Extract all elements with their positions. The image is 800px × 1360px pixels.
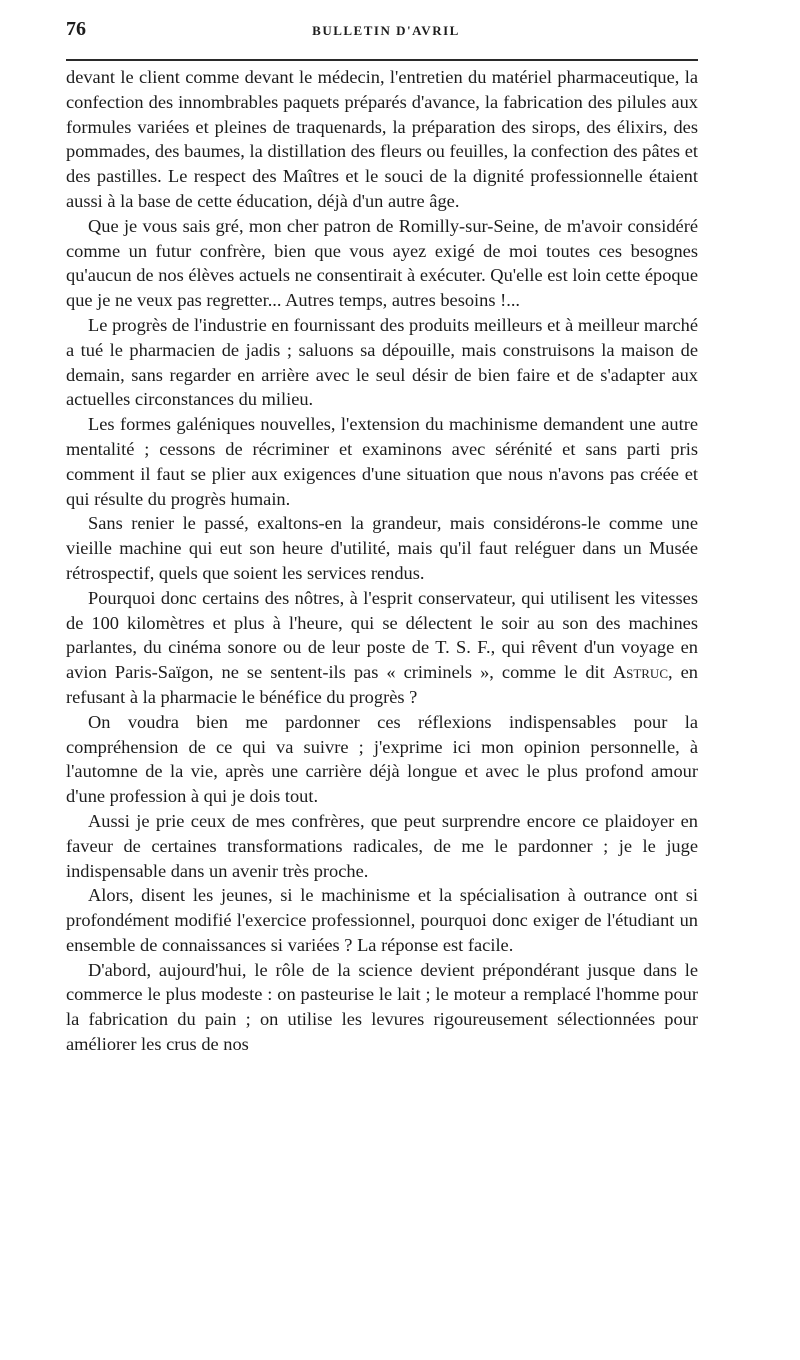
body-text [66,65,698,1057]
paragraph: Que je vous sais gré, mon cher patron de Romilly-sur-Seine, de m'avoir considéré comme un futur confrère, bien que vous ayez exigé de moi toutes ces besognes qu'aucun de nos élèves actuels ne consentirait à exécuter. Qu'elle est loin cette époque que je ne veux pas regretter... Autres temps, autres besoins !... [66,215,698,311]
page-header [66,18,706,42]
paragraph-with-author [66,586,698,710]
running-title: BULLETIN D'AVRIL [312,23,460,38]
paragraph: Alors, disent les jeunes, si le machinisme et la spécialisation à outrance ont si profondément modifié l'exercice professionnel, pourquoi donc exiger de l'étudiant un ensemble de connaissances si variées ? La réponse est facile. [66,885,698,955]
paragraph: On voudra bien me pardonner ces réflexions indispensables pour la compréhension de ce qui va suivre ; j'exprime ici mon opinion personnelle, à l'automne de la vie, après une carrière déjà longue et avec le plus profond amour d'une profession à qui je dois tout. [66,711,698,807]
paragraph: Aussi je prie ceux de mes confrères, que peut surprendre encore ce plaidoyer en faveur de certaines transformations radicales, de me le pardonner ; je le juge indispensable dans un avenir très proche. [66,810,698,881]
paragraph: Les formes galéniques nouvelles, l'extension du machinisme demandent une autre mentalité ; cessons de récriminer et examinons avec sérénité et sans parti pris comment il faut se plier aux exigences d'une situation que nous n'avons pas créée et qui résulte du progrès humain. [66,414,698,509]
paragraph-text: Pourquoi donc certains des nôtres, à l'esprit conservateur, qui utilisent les vitesses de 100 kilomètres et plus à l'heure, qui se délectent le soir au son des machines parlantes, du cinéma sonore ou de leur poste de T. S. F., qui rêvent d'un voyage en avion Paris-Saïgon, ne se sentent-ils pas « criminels », comme le dit [66,587,698,683]
paragraph: Le progrès de l'industrie en fournissant des produits meilleurs et à meilleur marché a tué le pharmacien de jadis ; saluons sa dépouille, mais construisons la maison de demain, sans regarder en arrière avec le seul désir de bien faire et de s'adapter aux actuelles circonstances du milieu. [66,314,698,410]
paragraph: D'abord, aujourd'hui, le rôle de la science devient prépondérant jusque dans le commerce le plus modeste : on pasteurise le lait ; le moteur a remplacé l'homme pour la fabrication du pain ; on utilise les levures rigoureusement sélectionnées pour améliorer les crus de nos [66,959,698,1055]
paragraph: devant le client comme devant le médecin, l'entretien du matériel pharmaceutique, la confection des innombrables paquets préparés d'avance, la fabrication des pilules aux formules variées et pleines de traquenards, la préparation des sirops, des élixirs, des pommades, des baumes, la distillation des fleurs ou feuilles, la confection des pâtes et des pastilles. Le respect des Maîtres et le souci de la dignité professionnelle étaient aussi à la base de cette éducation, déjà d'un autre âge. [66,67,698,211]
header-rule [66,59,698,61]
page-number: 76 [66,18,86,40]
author-name: Astruc [612,662,668,683]
paragraph: Sans renier le passé, exaltons-en la grandeur, mais considérons-le comme une vieille machine qui eut son heure d'utilité, mais qu'il faut reléguer dans un Musée rétrospectif, quels que soient les services rendus. [66,513,698,583]
paragraph-text-end: , en refusant à la pharmacie le bénéfice du progrès ? [66,662,698,707]
